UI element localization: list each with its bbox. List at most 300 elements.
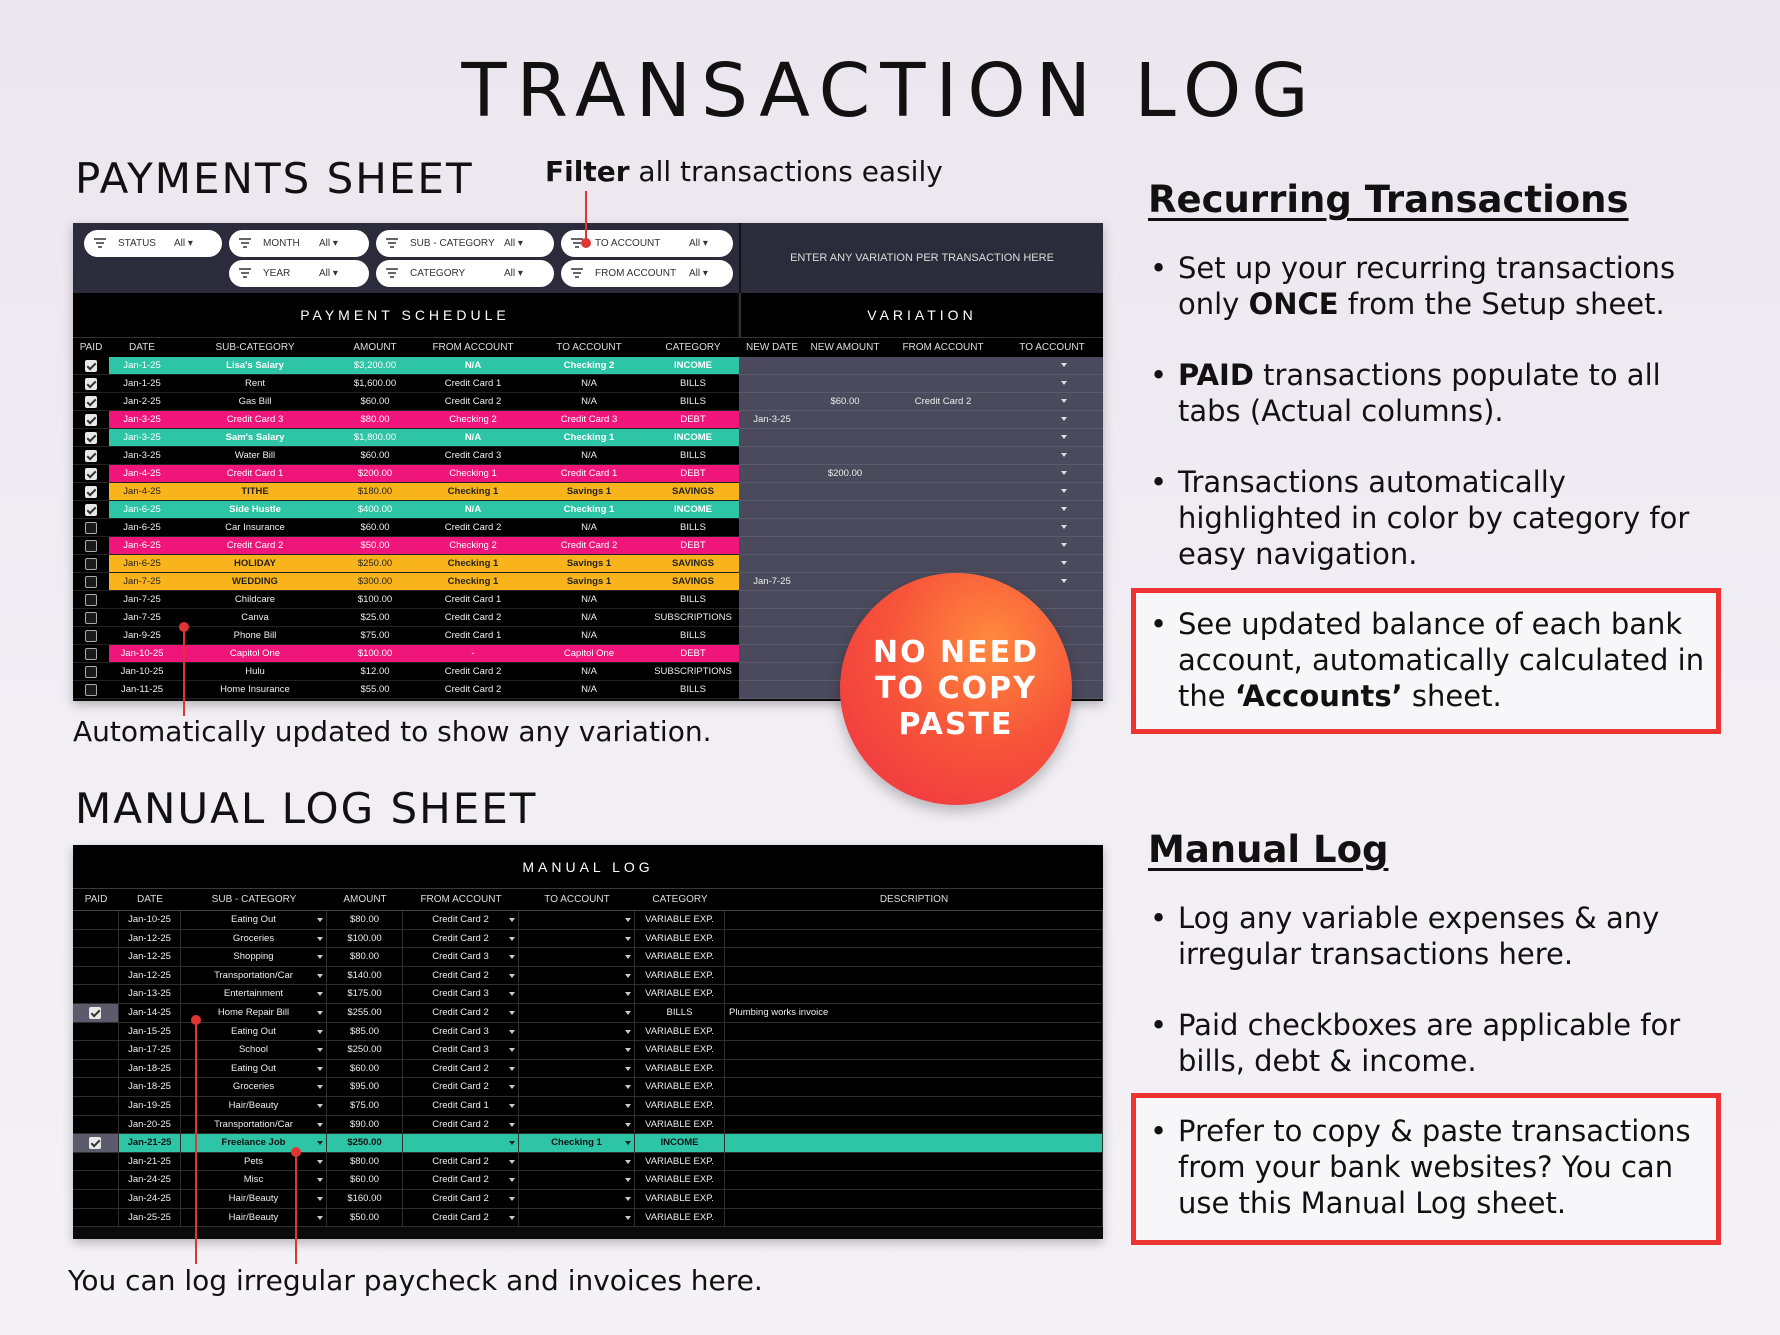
cell-amount[interactable] [327,948,403,967]
cell-cat[interactable] [635,1097,725,1116]
variation-new-date[interactable] [739,465,805,483]
variation-row [739,483,1103,501]
cell-from[interactable] [403,930,519,949]
cell-sub: Capitol One [175,645,335,663]
cell-amount: $60.00 [335,519,415,537]
cell-from[interactable] [403,1134,519,1153]
paid-checkbox[interactable] [85,594,97,606]
dropdown-caret-icon[interactable] [509,1178,515,1182]
cell-from[interactable] [403,1041,519,1060]
cell-cat[interactable] [635,948,725,967]
variation-new-amount[interactable] [805,375,885,393]
dropdown-caret-icon[interactable] [317,1216,323,1220]
cell-cat: BILLS [647,375,739,393]
cell-amount[interactable] [327,1041,403,1060]
paid-checkbox[interactable] [85,396,97,408]
dropdown-caret-icon[interactable] [509,955,515,959]
dropdown-caret-icon[interactable] [509,1216,515,1220]
cell-sub[interactable] [181,1134,327,1153]
dropdown-caret-icon[interactable] [509,1123,515,1127]
variation-new-date[interactable] [739,519,805,537]
dropdown-caret-icon[interactable] [317,937,323,941]
variation-from[interactable] [885,375,1001,393]
variation-new-amount[interactable] [805,519,885,537]
dropdown-caret-icon[interactable] [317,1178,323,1182]
cell-date[interactable] [119,1060,181,1079]
cell-from[interactable] [403,1097,519,1116]
variation-new-amount[interactable] [805,483,885,501]
cell-amount[interactable] [327,930,403,949]
dropdown-caret-icon[interactable] [625,1141,631,1145]
paid-checkbox[interactable] [85,666,97,678]
dropdown-caret-icon[interactable] [509,1160,515,1164]
paid-cell [73,645,109,663]
cell-from[interactable] [403,1209,519,1228]
col-variation-to: TO ACCOUNT [1019,342,1085,353]
cell-date[interactable] [119,1041,181,1060]
cell-sub[interactable] [181,1153,327,1172]
cell-to[interactable] [519,967,635,986]
dropdown-caret-icon[interactable] [509,1030,515,1034]
filter-status[interactable] [84,230,222,257]
cell-from: Credit Card 1 [415,591,531,609]
variation-new-date[interactable] [739,483,805,501]
cell-to: N/A [531,447,647,465]
cell-text: $50.00 [349,1211,380,1223]
cell-to[interactable] [519,1023,635,1042]
dropdown-caret-icon[interactable] [509,918,515,922]
variation-from[interactable] [885,555,1001,573]
paid-checkbox[interactable] [85,648,97,660]
dropdown-caret-icon[interactable] [625,1160,631,1164]
paid-checkbox[interactable] [85,504,97,516]
dropdown-caret-icon[interactable] [1061,417,1067,421]
dropdown-caret-icon[interactable] [317,955,323,959]
variation-from[interactable] [885,357,1001,375]
variation-row [739,501,1103,519]
variation-new-date[interactable] [739,393,805,411]
filter-sub-category[interactable] [376,230,554,257]
cell-cat[interactable] [635,1116,725,1135]
dropdown-caret-icon[interactable] [625,1011,631,1015]
cell-to[interactable] [519,1134,635,1153]
col-category: CATEGORY [652,894,708,905]
cell-desc[interactable] [725,1097,1103,1116]
cell-desc[interactable] [725,1171,1103,1190]
filter-value: All ▾ [319,268,338,279]
dropdown-caret-icon[interactable] [509,937,515,941]
cell-sub[interactable] [181,1190,327,1209]
dropdown-caret-icon[interactable] [509,1104,515,1108]
cell-date[interactable] [119,1078,181,1097]
variation-new-amount[interactable]: $200.00 [827,468,863,479]
recurring-bullet-1: • Set up your recurring transactions only ONCE from the Setup sheet. [1150,251,1676,321]
cell-amount: $200.00 [335,465,415,483]
cell-from[interactable] [403,985,519,1004]
cell-cat[interactable] [635,1060,725,1079]
cell-desc[interactable] [725,1041,1103,1060]
variation-row [739,465,1103,483]
cell-to[interactable] [519,1116,635,1135]
col-from-account: FROM ACCOUNT [420,894,502,905]
cell-amount[interactable] [327,1004,403,1023]
recurring-bullet-4: • See updated balance of each bank account, automatically calculated in the ‘Accounts’ sheet. [1150,607,1705,713]
cell-from[interactable] [403,967,519,986]
variation-from[interactable] [885,519,1001,537]
dropdown-caret-icon[interactable] [1061,363,1067,367]
cell-date[interactable] [119,1116,181,1135]
paid-checkbox[interactable] [85,378,97,390]
cell-from[interactable] [403,1171,519,1190]
dropdown-caret-icon[interactable] [509,992,515,996]
dropdown-caret-icon[interactable] [317,1011,323,1015]
paid-checkbox[interactable] [85,576,97,588]
variation-from[interactable] [885,537,1001,555]
cell-from: Credit Card 2 [415,393,531,411]
cell-cat[interactable] [635,930,725,949]
cell-cat[interactable] [635,967,725,986]
variation-from[interactable]: Credit Card 2 [914,396,972,407]
variation-new-date[interactable] [739,375,805,393]
cell-from[interactable] [403,1060,519,1079]
dropdown-caret-icon[interactable] [509,1197,515,1201]
cell-cat[interactable] [635,1209,725,1228]
variation-new-date[interactable]: Jan-3-25 [753,414,791,425]
cell-desc[interactable] [725,948,1103,967]
cell-desc[interactable] [725,985,1103,1004]
cell-date: Jan-6-25 [109,501,175,519]
cell-amount[interactable] [327,1116,403,1135]
cell-cat[interactable] [635,1134,725,1153]
dropdown-caret-icon[interactable] [509,1067,515,1071]
dropdown-caret-icon[interactable] [1061,381,1067,385]
cell-desc[interactable] [725,1116,1103,1135]
cell-date[interactable] [119,1153,181,1172]
dropdown-caret-icon[interactable] [317,1197,323,1201]
filter-pointer-line [585,191,587,243]
variation-new-date[interactable] [739,537,805,555]
bullet-text: Paid checkboxes are applicable for bills, debt & income. [1178,1008,1681,1078]
dropdown-caret-icon[interactable] [1061,561,1067,565]
cell-date[interactable] [119,1171,181,1190]
dropdown-caret-icon[interactable] [1061,435,1067,439]
badge-text: NO NEED TO COPY PASTE [872,635,1040,742]
dropdown-caret-icon[interactable] [509,1085,515,1089]
paid-checkbox[interactable] [89,1007,101,1019]
cell-sub: Credit Card 2 [175,537,335,555]
variation-new-amount[interactable] [805,447,885,465]
cell-desc[interactable] [725,1153,1103,1172]
cell-desc[interactable] [725,1060,1103,1079]
cell-amount[interactable] [327,1171,403,1190]
dropdown-caret-icon[interactable] [1061,399,1067,403]
cell-from: Credit Card 1 [415,627,531,645]
cell-cat[interactable] [635,985,725,1004]
cell-cat[interactable] [635,1004,725,1023]
cell-desc[interactable] [725,1004,1103,1023]
variation-new-amount[interactable] [805,357,885,375]
paid-cell [73,1097,119,1116]
cell-text: $160.00 [347,1193,382,1204]
cell-amount[interactable] [327,1023,403,1042]
cell-date[interactable] [119,967,181,986]
variation-new-date[interactable] [739,555,805,573]
cell-date[interactable] [119,1004,181,1023]
cell-to[interactable] [519,1060,635,1079]
col-paid: PAID [79,342,103,353]
cell-from[interactable] [403,1004,519,1023]
cell-date: Jan-1-25 [109,375,175,393]
variation-new-amount[interactable]: $60.00 [830,396,860,407]
cell-to[interactable] [519,1209,635,1228]
variation-from[interactable] [885,447,1001,465]
paid-checkbox[interactable] [85,522,97,534]
variation-new-amount[interactable] [805,411,885,429]
dropdown-caret-icon[interactable] [625,1085,631,1089]
cell-date[interactable] [119,1023,181,1042]
dropdown-caret-icon[interactable] [1061,507,1067,511]
variation-new-date[interactable]: Jan-7-25 [753,576,791,587]
payment-row [73,465,739,483]
dropdown-caret-icon[interactable] [317,1048,323,1052]
cell-date[interactable] [119,948,181,967]
variation-new-amount[interactable] [805,573,885,591]
cell-to[interactable] [519,1041,635,1060]
cell-sub[interactable] [181,1097,327,1116]
variation-new-date[interactable] [739,447,805,465]
dropdown-caret-icon[interactable] [625,1104,631,1108]
dropdown-caret-icon[interactable] [317,1030,323,1034]
dropdown-caret-icon[interactable] [1061,471,1067,475]
variation-from[interactable] [885,429,1001,447]
variation-new-date[interactable] [739,501,805,519]
dropdown-caret-icon[interactable] [625,937,631,941]
paid-cell [73,609,109,627]
cell-cat[interactable] [635,911,725,930]
cell-desc[interactable] [725,1134,1103,1153]
paid-checkbox[interactable] [85,450,97,462]
cell-sub[interactable] [181,1023,327,1042]
paid-checkbox[interactable] [85,468,97,480]
dropdown-caret-icon[interactable] [1061,579,1067,583]
cell-cat[interactable] [635,1023,725,1042]
variation-from[interactable] [885,501,1001,519]
cell-sub[interactable] [181,1116,327,1135]
cell-to[interactable] [519,1171,635,1190]
dropdown-caret-icon[interactable] [625,1178,631,1182]
cell-date[interactable] [119,985,181,1004]
cell-from[interactable] [403,911,519,930]
manual-row [73,985,1103,1004]
cell-text: VARIABLE EXP. [645,932,714,944]
variation-new-date[interactable] [739,429,805,447]
cell-sub[interactable] [181,1078,327,1097]
variation-new-amount[interactable] [805,501,885,519]
cell-sub[interactable] [181,1060,327,1079]
cell-sub[interactable] [181,1004,327,1023]
cell-desc[interactable] [725,930,1103,949]
cell-cat[interactable] [635,1078,725,1097]
cell-to[interactable] [519,1097,635,1116]
cell-date[interactable] [119,1097,181,1116]
paid-checkbox[interactable] [85,414,97,426]
cell-amount[interactable] [327,1134,403,1153]
dropdown-caret-icon[interactable] [625,1216,631,1220]
filter-year[interactable] [229,260,369,287]
paid-checkbox[interactable] [85,360,97,372]
dropdown-caret-icon[interactable] [509,974,515,978]
dropdown-caret-icon[interactable] [509,1141,515,1145]
cell-amount[interactable] [327,911,403,930]
col-to-account: TO ACCOUNT [556,342,622,353]
cell-cat[interactable] [635,1153,725,1172]
cell-cat[interactable] [635,1171,725,1190]
cell-amount[interactable] [327,985,403,1004]
cell-amount: $1,800.00 [335,429,415,447]
cell-to[interactable] [519,911,635,930]
filter-from-account[interactable] [561,260,733,287]
cell-to: N/A [531,519,647,537]
dropdown-caret-icon[interactable] [317,974,323,978]
dropdown-caret-icon[interactable] [625,1123,631,1127]
cell-sub[interactable] [181,930,327,949]
variation-row [739,537,1103,555]
cell-amount[interactable] [327,1060,403,1079]
dropdown-caret-icon[interactable] [317,1141,323,1145]
dropdown-caret-icon[interactable] [317,1085,323,1089]
cell-cat[interactable] [635,1041,725,1060]
paid-checkbox[interactable] [85,630,97,642]
variation-from[interactable] [885,411,1001,429]
cell-from[interactable] [403,1023,519,1042]
dropdown-caret-icon[interactable] [1061,489,1067,493]
dropdown-caret-icon[interactable] [317,1160,323,1164]
cell-cat[interactable] [635,1190,725,1209]
cell-to[interactable] [519,1078,635,1097]
cell-amount[interactable] [327,1097,403,1116]
cell-sub[interactable] [181,1209,327,1228]
cell-from[interactable] [403,948,519,967]
cell-from[interactable] [403,1153,519,1172]
dropdown-caret-icon[interactable] [509,1048,515,1052]
cell-date[interactable] [119,1134,181,1153]
dropdown-caret-icon[interactable] [625,974,631,978]
cell-text: Jan-18-25 [128,1062,171,1074]
cell-date: Jan-3-25 [109,447,175,465]
dropdown-caret-icon[interactable] [317,1123,323,1127]
paid-checkbox[interactable] [85,540,97,552]
dropdown-caret-icon[interactable] [625,1048,631,1052]
cell-to[interactable] [519,930,635,949]
cell-sub[interactable] [181,1171,327,1190]
variation-new-date[interactable] [739,357,805,375]
cell-desc[interactable] [725,1023,1103,1042]
cell-text: VARIABLE EXP. [645,1174,714,1186]
cell-to[interactable] [519,1190,635,1209]
cell-date[interactable] [119,1209,181,1228]
dropdown-caret-icon[interactable] [625,1030,631,1034]
cell-to: N/A [531,663,647,681]
cell-desc[interactable] [725,1190,1103,1209]
cell-sub[interactable] [181,911,327,930]
cell-amount[interactable] [327,1190,403,1209]
filter-value: All ▾ [174,238,193,249]
dropdown-caret-icon[interactable] [317,1067,323,1071]
cell-to: Savings 1 [531,573,647,591]
paid-checkbox[interactable] [85,612,97,624]
dropdown-caret-icon[interactable] [625,992,631,996]
cell-date[interactable] [119,930,181,949]
manual-row [73,948,1103,967]
cell-amount[interactable] [327,967,403,986]
dropdown-caret-icon[interactable] [509,1011,515,1015]
variation-new-amount[interactable] [805,537,885,555]
cell-to[interactable] [519,948,635,967]
variation-new-amount[interactable] [805,429,885,447]
cell-amount[interactable] [327,1153,403,1172]
cell-sub[interactable] [181,1041,327,1060]
paid-cell [73,1116,119,1135]
cell-desc[interactable] [725,967,1103,986]
cell-date: Jan-3-25 [109,411,175,429]
cell-desc[interactable] [725,911,1103,930]
paid-checkbox[interactable] [85,558,97,570]
filter-label: CATEGORY [410,268,466,279]
dropdown-caret-icon[interactable] [625,955,631,959]
cell-sub[interactable] [181,948,327,967]
payment-row [73,429,739,447]
paid-checkbox[interactable] [85,684,97,696]
paid-checkbox[interactable] [85,486,97,498]
dropdown-caret-icon[interactable] [317,918,323,922]
cell-from[interactable] [403,1116,519,1135]
cell-desc[interactable] [725,1078,1103,1097]
cell-from[interactable] [403,1078,519,1097]
dropdown-caret-icon[interactable] [1061,525,1067,529]
dropdown-caret-icon[interactable] [317,1104,323,1108]
variation-from[interactable] [885,465,1001,483]
cell-text: Jan-13-25 [128,988,171,1000]
cell-to[interactable] [519,1153,635,1172]
dropdown-caret-icon[interactable] [317,992,323,996]
cell-to[interactable] [519,1004,635,1023]
cell-amount[interactable] [327,1078,403,1097]
cell-amount[interactable] [327,1209,403,1228]
cell-sub[interactable] [181,985,327,1004]
recurring-bullet-2: • PAID transactions populate to all tabs (Actual columns). [1150,358,1661,428]
cell-date[interactable] [119,911,181,930]
cell-from[interactable] [403,1190,519,1209]
dropdown-caret-icon[interactable] [625,1067,631,1071]
cell-sub[interactable] [181,967,327,986]
cell-amount: $55.00 [335,681,415,699]
cell-to[interactable] [519,985,635,1004]
dropdown-caret-icon[interactable] [1061,453,1067,457]
cell-date[interactable] [119,1190,181,1209]
dropdown-caret-icon[interactable] [625,918,631,922]
dropdown-caret-icon[interactable] [625,1197,631,1201]
paid-checkbox[interactable] [89,1137,101,1149]
filter-month[interactable] [229,230,369,257]
cell-text: Jan-14-25 [128,1007,171,1018]
dropdown-caret-icon[interactable] [1061,543,1067,547]
variation-from[interactable] [885,483,1001,501]
cell-desc[interactable] [725,1209,1103,1228]
filter-category[interactable] [376,260,554,287]
variation-new-amount[interactable] [805,555,885,573]
paid-checkbox[interactable] [85,432,97,444]
paid-cell [73,357,109,375]
